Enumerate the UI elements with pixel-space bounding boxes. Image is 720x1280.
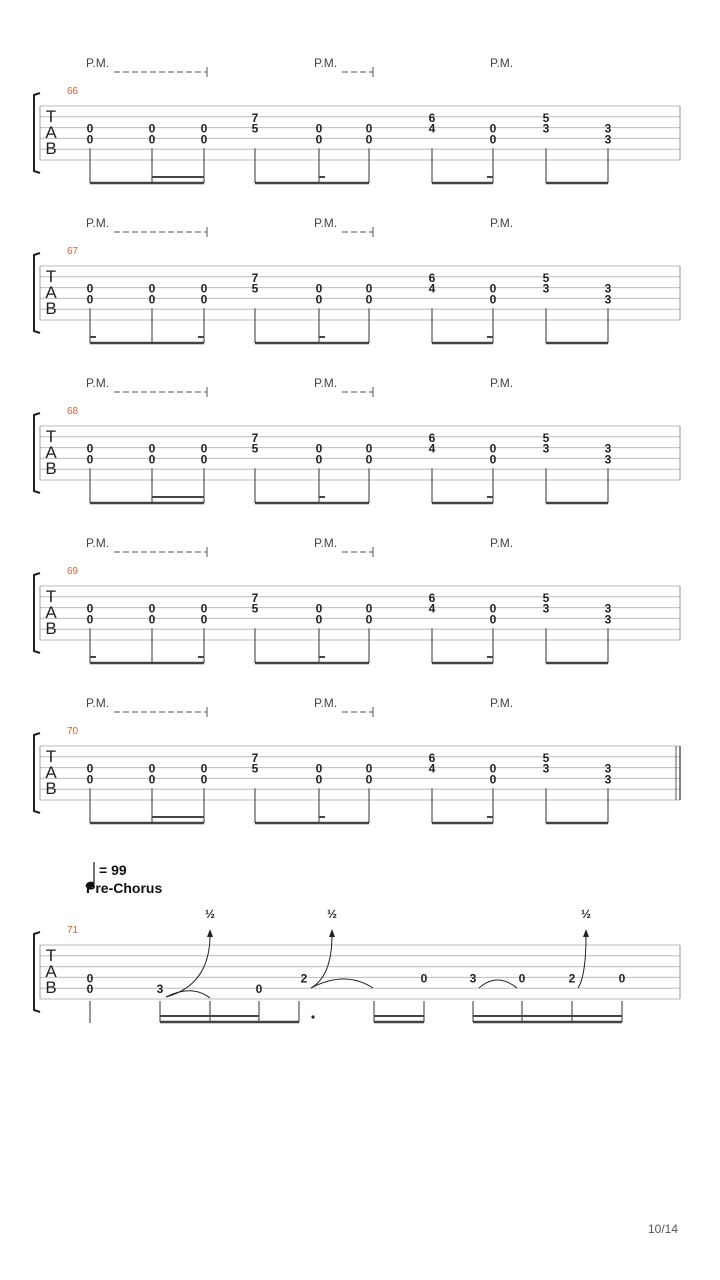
fret-number: 0 [148, 772, 156, 787]
fret-number: 0 [148, 601, 156, 616]
fret-number: 0 [315, 772, 323, 787]
palm-mute-label: P.M. [490, 216, 514, 230]
fret-number: 0 [315, 441, 323, 456]
fret-number: 7 [251, 110, 259, 125]
fret-number: 0 [365, 292, 373, 307]
tie [479, 980, 517, 988]
fret-number: 0 [200, 121, 208, 136]
fret-number: 5 [542, 110, 550, 125]
fret-number: 3 [542, 441, 550, 456]
measure-number: 67 [67, 246, 79, 257]
fret-number: 0 [86, 971, 94, 986]
fret-number: 0 [489, 121, 497, 136]
staff-68-bracket [34, 413, 40, 493]
tab-letter-a: A [45, 603, 57, 622]
fret-number: 4 [428, 281, 436, 296]
fret-number: 3 [604, 281, 612, 296]
fret-number: 3 [604, 132, 612, 147]
tab-letter-t: T [45, 107, 57, 126]
fret-number: 0 [365, 452, 373, 467]
tab-letter-t: T [45, 427, 57, 446]
fret-number: 7 [251, 270, 259, 285]
fret-number: 7 [251, 430, 259, 445]
fret-number: 7 [251, 750, 259, 765]
fret-number: 0 [148, 761, 156, 776]
fret-number: 0 [489, 292, 497, 307]
fret-number: 0 [148, 281, 156, 296]
fret-number: 0 [365, 612, 373, 627]
fret-number: 0 [148, 292, 156, 307]
tab-letter-b: B [45, 978, 57, 997]
palm-mute-label: P.M. [490, 696, 514, 710]
fret-number: 3 [542, 601, 550, 616]
fret-number: 0 [518, 971, 526, 986]
fret-number: 0 [86, 982, 94, 997]
tab-letter-a: A [45, 962, 57, 981]
fret-number: 6 [428, 430, 436, 445]
bend-arrow [578, 935, 586, 988]
fret-number: 0 [315, 281, 323, 296]
palm-mute-label: P.M. [490, 56, 514, 70]
bend-arrowhead [329, 929, 335, 937]
bend-arrowhead [583, 929, 589, 937]
fret-number: 7 [251, 590, 259, 605]
bend-arrowhead [207, 929, 213, 937]
dot [311, 1015, 314, 1018]
fret-number: 0 [148, 132, 156, 147]
fret-number: 3 [604, 601, 612, 616]
fret-number: 0 [200, 441, 208, 456]
bend-amount: ½ [580, 907, 592, 921]
fret-number: 0 [86, 612, 94, 627]
fret-number: 0 [489, 761, 497, 776]
fret-number: 4 [428, 601, 436, 616]
tab-letter-a: A [45, 283, 57, 302]
fret-number: 0 [86, 281, 94, 296]
fret-number: 5 [251, 441, 259, 456]
palm-mute-label: P.M. [86, 56, 110, 70]
fret-number: 0 [86, 441, 94, 456]
fret-number: 0 [315, 612, 323, 627]
fret-number: 6 [428, 110, 436, 125]
fret-number: 0 [315, 121, 323, 136]
tab-letter-t: T [45, 747, 57, 766]
fret-number: 0 [489, 612, 497, 627]
bend-amount: ½ [204, 907, 216, 921]
fret-number: 4 [428, 441, 436, 456]
fret-number: 0 [365, 761, 373, 776]
fret-number: 5 [542, 590, 550, 605]
bend-amount: ½ [326, 907, 338, 921]
palm-mute-label: P.M. [86, 216, 110, 230]
fret-number: 5 [251, 121, 259, 136]
fret-number: 0 [315, 761, 323, 776]
fret-number: 0 [365, 281, 373, 296]
fret-number: 0 [489, 601, 497, 616]
fret-number: 0 [489, 281, 497, 296]
fret-number: 0 [86, 601, 94, 616]
fret-number: 6 [428, 270, 436, 285]
fret-number: 0 [365, 132, 373, 147]
tab-letter-b: B [45, 459, 57, 478]
tab-letter-a: A [45, 763, 57, 782]
fret-number: 3 [604, 772, 612, 787]
fret-number: 0 [365, 441, 373, 456]
fret-number: 5 [542, 750, 550, 765]
tab-letter-b: B [45, 139, 57, 158]
fret-number: 2 [300, 971, 308, 986]
tab-letter-t: T [45, 946, 57, 965]
tempo-marking: = 99 [99, 862, 127, 878]
palm-mute-label: P.M. [314, 696, 338, 710]
fret-number: 0 [489, 772, 497, 787]
measure-number: 66 [67, 86, 79, 97]
fret-number: 0 [489, 452, 497, 467]
fret-number: 0 [489, 441, 497, 456]
fret-number: 0 [148, 441, 156, 456]
fret-number: 0 [200, 132, 208, 147]
fret-number: 0 [86, 121, 94, 136]
tab-letter-a: A [45, 123, 57, 142]
fret-number: 0 [365, 601, 373, 616]
fret-number: 3 [542, 761, 550, 776]
bend-arrow [311, 935, 332, 988]
fret-number: 5 [251, 761, 259, 776]
fret-number: 0 [86, 761, 94, 776]
palm-mute-label: P.M. [86, 536, 110, 550]
fret-number: 0 [315, 452, 323, 467]
fret-number: 3 [604, 761, 612, 776]
fret-number: 0 [86, 772, 94, 787]
tab-letter-b: B [45, 299, 57, 318]
staff-67-bracket [34, 253, 40, 333]
palm-mute-label: P.M. [86, 376, 110, 390]
measure-number: 69 [67, 566, 79, 577]
palm-mute-label: P.M. [314, 56, 338, 70]
tab-letter-b: B [45, 779, 57, 798]
fret-number: 0 [618, 971, 626, 986]
staff-71-bracket [34, 932, 40, 1012]
tab-letter-a: A [45, 443, 57, 462]
fret-number: 5 [542, 430, 550, 445]
fret-number: 0 [420, 971, 428, 986]
palm-mute-label: P.M. [86, 696, 110, 710]
tab-letter-t: T [45, 587, 57, 606]
fret-number: 3 [604, 292, 612, 307]
fret-number: 2 [568, 971, 576, 986]
fret-number: 0 [86, 292, 94, 307]
staff-70-bracket [34, 733, 40, 813]
fret-number: 0 [200, 292, 208, 307]
palm-mute-label: P.M. [490, 536, 514, 550]
fret-number: 0 [315, 601, 323, 616]
fret-number: 0 [255, 982, 263, 997]
fret-number: 0 [86, 132, 94, 147]
fret-number: 0 [86, 452, 94, 467]
fret-number: 3 [604, 612, 612, 627]
fret-number: 5 [251, 601, 259, 616]
tab-letter-b: B [45, 619, 57, 638]
fret-number: 0 [148, 612, 156, 627]
fret-number: 3 [469, 971, 477, 986]
fret-number: 3 [542, 121, 550, 136]
fret-number: 3 [604, 121, 612, 136]
tab-letter-t: T [45, 267, 57, 286]
fret-number: 0 [200, 772, 208, 787]
fret-number: 0 [148, 121, 156, 136]
fret-number: 0 [200, 601, 208, 616]
measure-number: 70 [67, 726, 79, 737]
palm-mute-label: P.M. [314, 376, 338, 390]
fret-number: 5 [542, 270, 550, 285]
fret-number: 3 [542, 281, 550, 296]
fret-number: 0 [200, 452, 208, 467]
fret-number: 0 [489, 132, 497, 147]
palm-mute-label: P.M. [314, 536, 338, 550]
staff-69-bracket [34, 573, 40, 653]
fret-number: 4 [428, 121, 436, 136]
fret-number: 5 [251, 281, 259, 296]
fret-number: 0 [315, 292, 323, 307]
measure-number: 71 [67, 925, 79, 936]
palm-mute-label: P.M. [314, 216, 338, 230]
staff-66-bracket [34, 93, 40, 173]
page-number: 10/14 [647, 1222, 678, 1236]
fret-number: 3 [604, 452, 612, 467]
fret-number: 4 [428, 761, 436, 776]
fret-number: 3 [604, 441, 612, 456]
measure-number: 68 [67, 406, 79, 417]
fret-number: 0 [200, 612, 208, 627]
palm-mute-label: P.M. [490, 376, 514, 390]
section-label: Pre-Chorus [86, 880, 163, 896]
fret-number: 0 [200, 761, 208, 776]
fret-number: 0 [365, 772, 373, 787]
fret-number: 0 [365, 121, 373, 136]
fret-number: 0 [148, 452, 156, 467]
fret-number: 0 [200, 281, 208, 296]
fret-number: 3 [156, 982, 164, 997]
fret-number: 6 [428, 590, 436, 605]
fret-number: 0 [315, 132, 323, 147]
fret-number: 6 [428, 750, 436, 765]
